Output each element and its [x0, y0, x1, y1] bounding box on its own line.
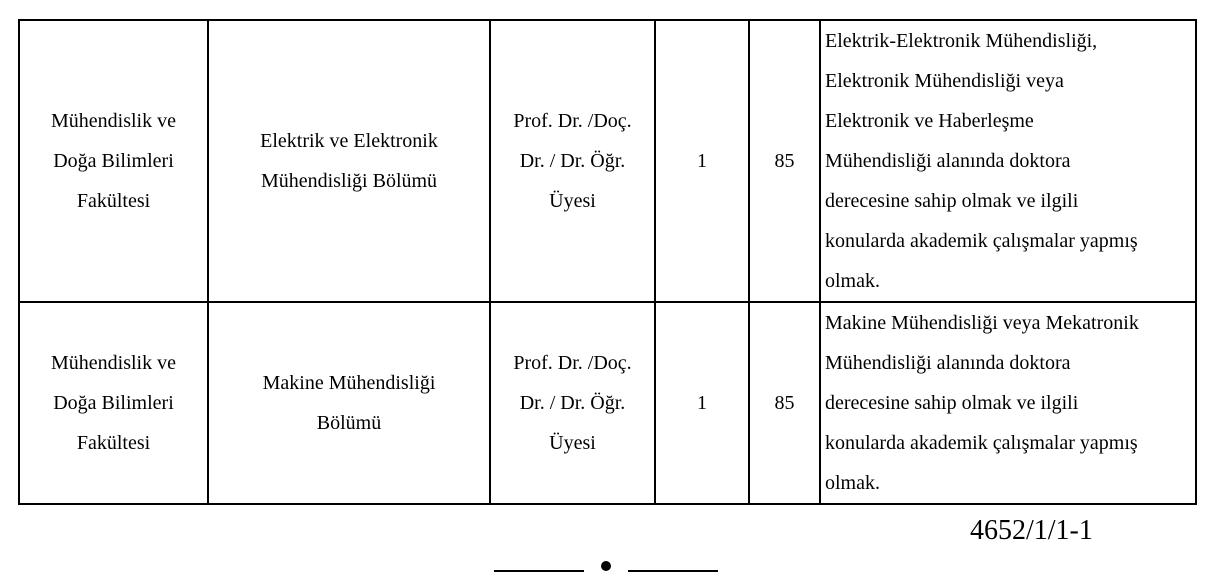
department-line: Bölümü [316, 412, 382, 434]
title-line: Üyesi [549, 190, 596, 212]
title-line: Üyesi [549, 432, 596, 454]
title-cell [490, 302, 655, 504]
faculty-line: Fakültesi [76, 190, 151, 212]
requirement-line: Mühendisliği alanında doktora [825, 150, 1071, 172]
faculty-line: Mühendislik ve [51, 352, 176, 374]
count-cell: 1 [655, 20, 749, 302]
requirement-line: Elektronik ve Haberleşme [825, 110, 1034, 132]
positions-table [18, 19, 1197, 505]
table-row [19, 302, 1196, 504]
requirement-cell [820, 20, 1196, 302]
faculty-line: Doğa Bilimleri [53, 150, 174, 172]
faculty-cell [19, 302, 208, 504]
department-cell [208, 20, 490, 302]
count-cell: 1 [655, 302, 749, 504]
score-cell: 85 [749, 302, 820, 504]
requirement-line: derecesine sahip olmak ve ilgili [825, 190, 1079, 212]
faculty-line: Doğa Bilimleri [53, 392, 174, 414]
title-cell [490, 20, 655, 302]
faculty-cell [19, 20, 208, 302]
department-line: Mühendisliği Bölümü [260, 170, 438, 192]
requirement-cell [820, 302, 1196, 504]
requirement-line: Elektrik-Elektronik Mühendisliği, [825, 30, 1098, 52]
requirement-line: Makine Mühendisliği veya Mekatronik [825, 312, 1139, 334]
title-line: Prof. Dr. /Doç. [513, 352, 632, 374]
requirement-line: Elektronik Mühendisliği veya [825, 70, 1064, 92]
department-line: Elektrik ve Elektronik [260, 130, 438, 152]
section-separator-icon [494, 555, 720, 579]
department-line: Makine Mühendisliği [262, 372, 436, 394]
faculty-line: Fakültesi [76, 432, 151, 454]
requirement-line: olmak. [825, 270, 880, 292]
title-line: Dr. / Dr. Öğr. [519, 150, 626, 172]
title-line: Prof. Dr. /Doç. [513, 110, 632, 132]
requirement-line: Mühendisliği alanında doktora [825, 352, 1071, 374]
score-cell: 85 [749, 20, 820, 302]
department-cell [208, 302, 490, 504]
table-row [19, 20, 1196, 302]
requirement-line: konularda akademik çalışmalar yapmış [825, 230, 1138, 252]
document-reference-number: 4652/1/1-1 [970, 515, 1093, 546]
requirement-line: konularda akademik çalışmalar yapmış [825, 432, 1138, 454]
title-line: Dr. / Dr. Öğr. [519, 392, 626, 414]
faculty-line: Mühendislik ve [51, 110, 176, 132]
requirement-line: derecesine sahip olmak ve ilgili [825, 392, 1079, 414]
requirement-line: olmak. [825, 472, 880, 494]
